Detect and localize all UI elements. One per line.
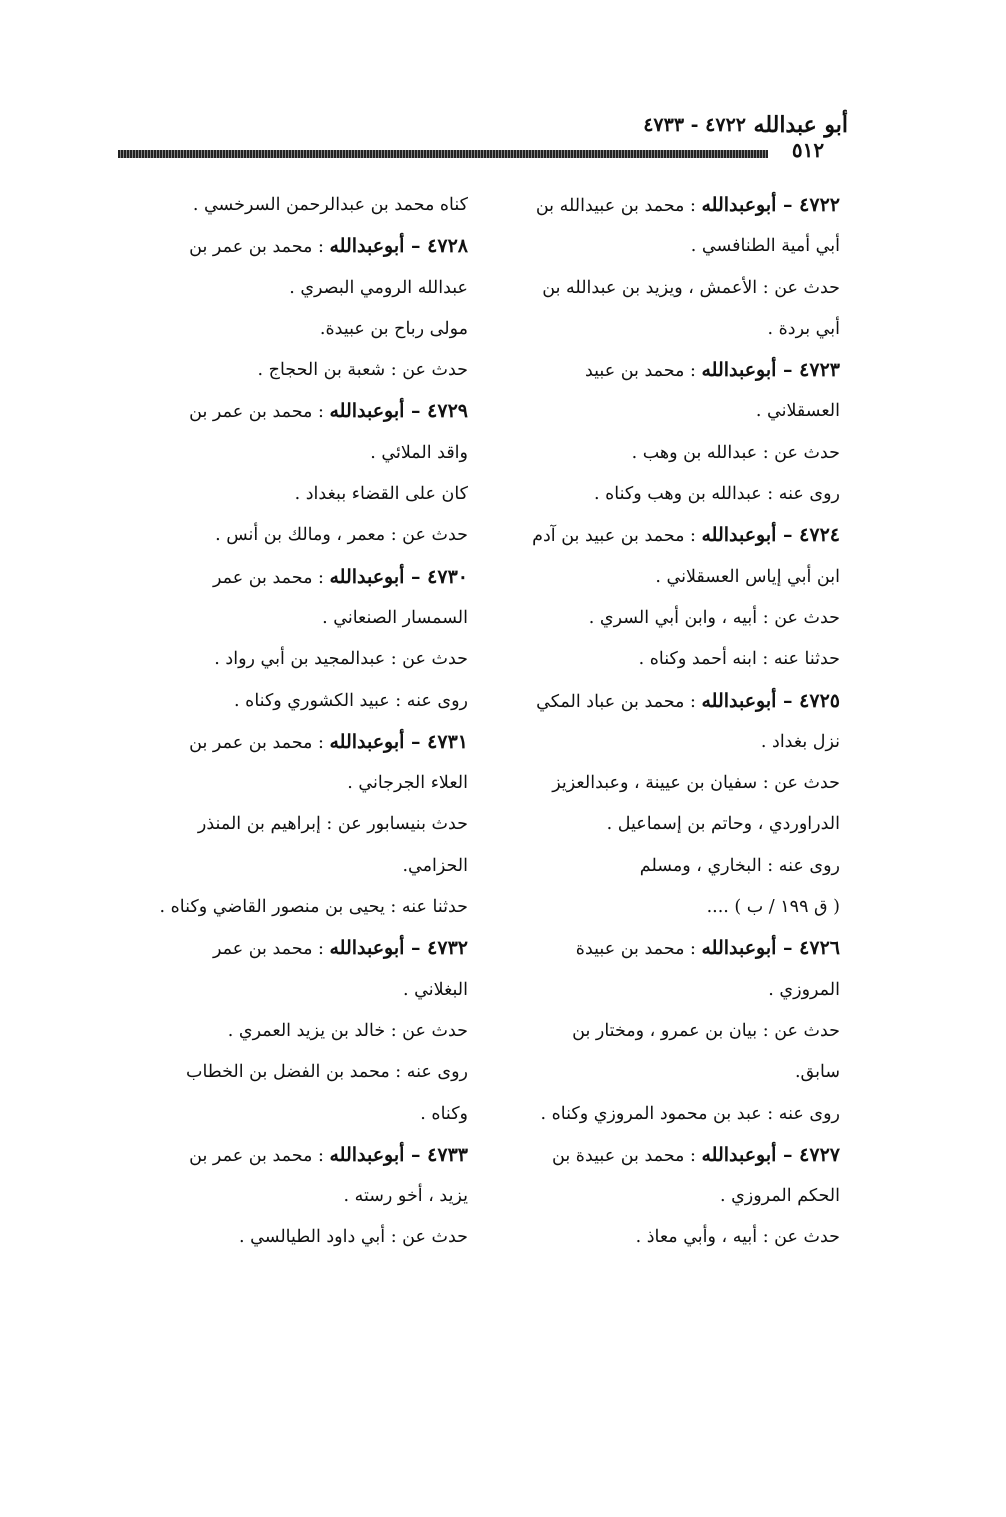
line-text: الدراوردي ، وحاتم بن إسماعيل . <box>606 814 840 835</box>
line-text: يزيد ، أخو رسته . <box>343 1186 468 1207</box>
text-line <box>128 433 468 474</box>
text-line <box>500 226 840 267</box>
entry-number: ٤٧٣٠ – أبوعبدالله <box>329 565 468 588</box>
line-text: البغلاني . <box>403 979 468 1000</box>
entry-number: ٤٧٣٣ – أبوعبدالله <box>329 1143 468 1166</box>
entry-number: ٤٧٢٨ – أبوعبدالله <box>329 235 468 258</box>
text-line <box>128 515 468 556</box>
line-text: روى عنه : عبيد الكشوري وكناه . <box>234 690 468 711</box>
line-text: : محمد بن عبيد <box>584 361 702 382</box>
line-text: : محمد بن عمر <box>212 567 330 588</box>
line-text: روى عنه : عبد بن محمود المروزي وكناه . <box>540 1103 840 1124</box>
line-text: العلاء الجرجاني . <box>347 773 468 794</box>
text-line <box>128 309 468 350</box>
text-line <box>128 1052 468 1093</box>
line-text: العسقلاني . <box>755 401 840 422</box>
text-line <box>128 681 468 722</box>
entry-heading-line <box>128 226 468 267</box>
line-text: : محمد بن عباد المكي <box>536 691 702 712</box>
line-text: حدث عن : عبدالله بن وهب . <box>631 442 840 463</box>
text-line <box>128 350 468 391</box>
text-line <box>500 1052 840 1093</box>
entry-number: ٤٧٢٤ – أبوعبدالله <box>701 524 840 547</box>
entry-number: ٤٧٢٥ – أبوعبدالله <box>701 689 840 712</box>
line-text: : محمد بن عمر بن <box>189 1145 330 1166</box>
text-line <box>500 722 840 763</box>
line-text: كناه محمد بن عبدالرحمن السرخسي . <box>192 195 468 215</box>
line-text: الحكم المروزي . <box>719 1186 840 1207</box>
entry-heading-line <box>500 185 840 226</box>
line-text: روى عنه : البخاري ، ومسلم <box>639 855 840 876</box>
line-text: أبي بردة . <box>767 318 840 339</box>
line-text: حدث عن : الأعمش ، ويزيد بن عبدالله بن <box>542 277 840 298</box>
line-text: ابن أبي إياس العسقلاني . <box>655 566 840 587</box>
text-line <box>500 391 840 432</box>
line-text: : محمد بن عمر <box>212 939 330 960</box>
text-line <box>500 639 840 680</box>
entry-number: ٤٧٣١ – أبوعبدالله <box>329 730 468 753</box>
text-line <box>128 1094 468 1135</box>
line-text: حدث عن : معمر ، ومالك بن أنس . <box>215 525 468 546</box>
running-header <box>118 112 848 146</box>
text-line <box>500 1217 840 1258</box>
text-line <box>128 1217 468 1258</box>
line-text: واقد الملائي . <box>370 442 468 463</box>
entry-heading-line <box>500 928 840 969</box>
text-line <box>500 1094 840 1135</box>
line-text: : محمد بن عمر بن <box>189 402 330 423</box>
entry-number: ٤٧٣٢ – أبوعبدالله <box>329 937 468 960</box>
text-line <box>500 804 840 845</box>
line-text: السمسار الصنعاني . <box>322 607 468 628</box>
line-text: : محمد بن عمر بن <box>189 237 330 258</box>
text-line <box>128 1176 468 1217</box>
text-line <box>500 1176 840 1217</box>
header-rule <box>118 150 768 158</box>
text-line <box>500 474 840 515</box>
line-text: نزل بغداد . <box>760 731 840 752</box>
line-text: : محمد بن عبيدة <box>575 939 702 960</box>
text-line <box>128 185 468 226</box>
line-text: حدث بنيسابور عن : إبراهيم بن المنذر <box>197 814 468 835</box>
line-text: حدثنا عنه : ابنه أحمد وكناه . <box>638 649 840 670</box>
line-text: ( ق ١٩٩ / ب ) .... <box>706 897 840 918</box>
line-text: روى عنه : محمد بن الفضل بن الخطاب <box>185 1062 468 1083</box>
text-line <box>128 804 468 845</box>
entry-number: ٤٧٢٣ – أبوعبدالله <box>701 359 840 382</box>
entry-number: ٤٧٢٧ – أبوعبدالله <box>701 1143 840 1166</box>
line-text: عبدالله الرومي البصري . <box>289 277 468 298</box>
entry-number: ٤٧٢٦ – أبوعبدالله <box>701 937 840 960</box>
line-text: سابق. <box>794 1062 840 1083</box>
text-line <box>500 887 840 928</box>
text-line <box>128 763 468 804</box>
text-line <box>500 557 840 598</box>
entry-heading-line <box>500 350 840 391</box>
line-text: حدث عن : شعبة بن الحجاج . <box>257 360 468 381</box>
line-text: روى عنه : عبدالله بن وهب وكناه . <box>594 484 840 505</box>
entry-heading-line <box>128 557 468 598</box>
line-text: حدثنا عنه : يحيى بن منصور القاضي وكناه . <box>159 897 468 918</box>
text-line <box>500 763 840 804</box>
entry-number: ٤٧٢٢ – أبوعبدالله <box>701 194 840 216</box>
text-line <box>128 474 468 515</box>
line-text: حدث عن : أبي داود الطيالسي . <box>239 1227 468 1248</box>
line-text: أبي أمية الطنافسي . <box>690 236 840 257</box>
entry-heading-line <box>128 928 468 969</box>
line-text: الحزامي. <box>402 855 468 876</box>
line-text: حدث عن : سفيان بن عيينة ، وعبدالعزيز <box>552 773 840 794</box>
text-line <box>128 887 468 928</box>
entry-heading-line <box>128 1135 468 1176</box>
line-text: : محمد بن عمر بن <box>189 732 330 753</box>
entry-number: ٤٧٢٩ – أبوعبدالله <box>329 400 468 423</box>
text-line <box>500 1011 840 1052</box>
entry-heading-line <box>128 722 468 763</box>
text-line <box>500 268 840 309</box>
line-text: حدث عن : عبدالمجيد بن أبي رواد . <box>214 649 468 670</box>
line-text: حدث عن : أبيه ، وابن أبي السري . <box>588 607 840 628</box>
line-text: وكناه . <box>420 1103 468 1124</box>
line-text: : محمد بن عبيدالله بن <box>535 196 702 216</box>
text-line <box>500 309 840 350</box>
entry-heading-line <box>500 681 840 722</box>
line-text: حدث عن : أبيه ، وأبي معاذ . <box>635 1227 840 1248</box>
entry-heading-line <box>500 1135 840 1176</box>
text-line <box>128 598 468 639</box>
text-line <box>128 846 468 887</box>
right-column <box>500 185 840 1259</box>
line-text: : محمد بن عبيدة بن <box>552 1145 702 1166</box>
page-number: ٥١٢ <box>791 138 825 162</box>
left-column <box>128 185 468 1259</box>
text-line <box>500 846 840 887</box>
line-text: المروزي . <box>768 979 840 1000</box>
line-text: كان على القضاء ببغداد . <box>294 484 468 505</box>
line-text: حدث عن : بيان بن عمرو ، ومختار بن <box>572 1020 840 1041</box>
text-line <box>128 268 468 309</box>
text-line <box>128 970 468 1011</box>
text-line <box>128 1011 468 1052</box>
line-text: حدث عن : خالد بن يزيد العمري . <box>227 1020 468 1041</box>
text-line <box>500 970 840 1011</box>
text-line <box>500 598 840 639</box>
text-line <box>128 639 468 680</box>
line-text: : محمد بن عبيد بن آدم <box>532 526 702 547</box>
entry-heading-line <box>128 391 468 432</box>
header-title: أبو عبدالله <box>753 112 848 138</box>
entry-heading-line <box>500 515 840 556</box>
text-line <box>500 433 840 474</box>
header-entry-range: ٤٧٢٢ - ٤٧٣٣ <box>643 114 746 136</box>
line-text: مولى رباح بن عبيدة. <box>319 318 468 339</box>
